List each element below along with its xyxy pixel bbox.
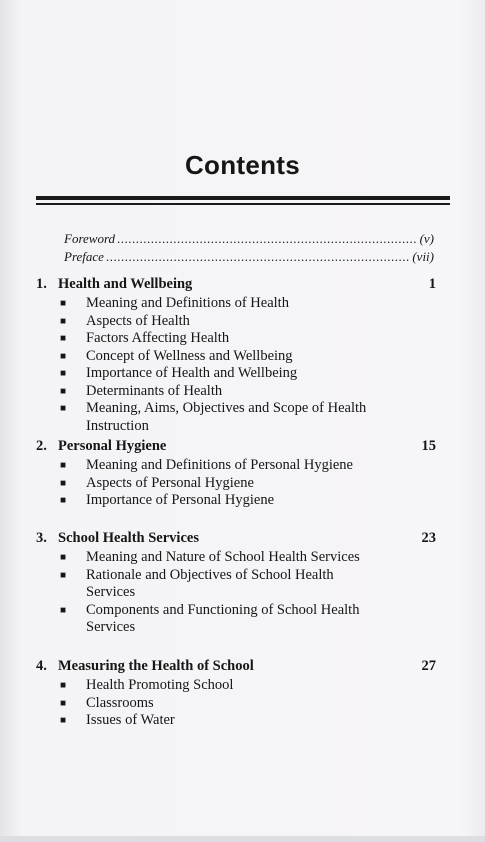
chapter-3	[36, 530, 436, 637]
page-title: Contents	[184, 150, 301, 180]
bullet-icon: ■	[60, 333, 67, 344]
list-item[interactable]: ■ Rationale and Objectives of School Health Services	[36, 567, 436, 602]
bullet-icon: ■	[60, 569, 67, 581]
bullet-icon: ■	[60, 460, 67, 471]
list-item[interactable]: ■ Meaning and Nature of School Health Services	[36, 549, 436, 567]
leader-dots	[106, 249, 410, 265]
bullet-icon: ■	[60, 715, 67, 726]
bullet-icon: ■	[60, 697, 67, 709]
chapter-number: 3.	[36, 530, 47, 546]
chapter-heading[interactable]	[36, 530, 436, 549]
chapter-number: 1.	[36, 276, 47, 292]
chapter-heading[interactable]	[36, 438, 436, 457]
chapter-title: Measuring the Health of School	[58, 658, 254, 674]
chapter-heading[interactable]	[36, 658, 436, 677]
list-item[interactable]: ■ Aspects of Personal Hygiene	[36, 475, 436, 493]
front-matter-label: Foreword	[64, 231, 116, 246]
list-item[interactable]: ■ Meaning and Definitions of Health	[36, 295, 436, 313]
front-matter-foreword[interactable]	[64, 231, 434, 247]
chapter-title: Health and Wellbeing	[58, 276, 193, 292]
bullet-icon: ■	[60, 315, 67, 327]
list-item[interactable]: ■ Meaning, Aims, Objectives and Scope of Health Instruction	[36, 400, 436, 435]
bullet-icon: ■	[60, 552, 67, 563]
list-item[interactable]: ■ Classrooms	[36, 695, 436, 713]
list-item[interactable]: ■ Concept of Wellness and Wellbeing	[36, 348, 436, 366]
bullet-icon: ■	[60, 350, 67, 362]
title-rule-thin	[36, 203, 450, 205]
front-matter-page: (v)	[419, 231, 434, 246]
title-rule-thick	[36, 196, 450, 200]
list-item[interactable]: ■ Health Promoting School	[36, 677, 436, 695]
bullet-icon: ■	[60, 385, 67, 397]
list-item[interactable]: ■ Determinants of Health	[36, 383, 436, 401]
list-item[interactable]: ■ Importance of Personal Hygiene	[36, 492, 436, 510]
chapter-1	[36, 276, 436, 435]
front-matter-preface[interactable]	[64, 249, 434, 265]
bullet-icon: ■	[60, 368, 67, 379]
list-item[interactable]: ■ Components and Functioning of School Health Services	[36, 602, 436, 637]
bullet-icon: ■	[60, 477, 67, 489]
bullet-icon: ■	[60, 495, 67, 506]
chapter-page: 27	[421, 658, 436, 674]
front-matter-label: Preface	[64, 249, 104, 264]
chapter-4	[36, 658, 436, 730]
list-item[interactable]: ■ Meaning and Definitions of Personal Hygiene	[36, 457, 436, 475]
chapter-number: 4.	[36, 658, 47, 674]
front-matter-page: (vii)	[412, 249, 434, 264]
bullet-icon: ■	[60, 298, 67, 309]
list-item[interactable]: ■ Aspects of Health	[36, 313, 436, 331]
list-item[interactable]: ■ Importance of Health and Wellbeing	[36, 365, 436, 383]
chapter-title: Personal Hygiene	[58, 438, 167, 454]
list-item[interactable]: ■ Factors Affecting Health	[36, 330, 436, 348]
chapter-page: 1	[428, 276, 436, 292]
page-bottom-edge	[0, 836, 485, 842]
chapter-page: 15	[421, 438, 436, 454]
chapter-number: 2.	[36, 438, 47, 454]
leader-dots	[117, 231, 418, 247]
chapter-2	[36, 438, 436, 510]
list-item[interactable]: ■ Issues of Water	[36, 712, 436, 730]
chapter-heading[interactable]	[36, 276, 436, 295]
chapter-title: School Health Services	[58, 530, 199, 546]
bullet-icon: ■	[60, 403, 67, 414]
bullet-icon: ■	[60, 680, 67, 691]
bullet-icon: ■	[60, 604, 67, 616]
chapter-page: 23	[421, 530, 436, 546]
